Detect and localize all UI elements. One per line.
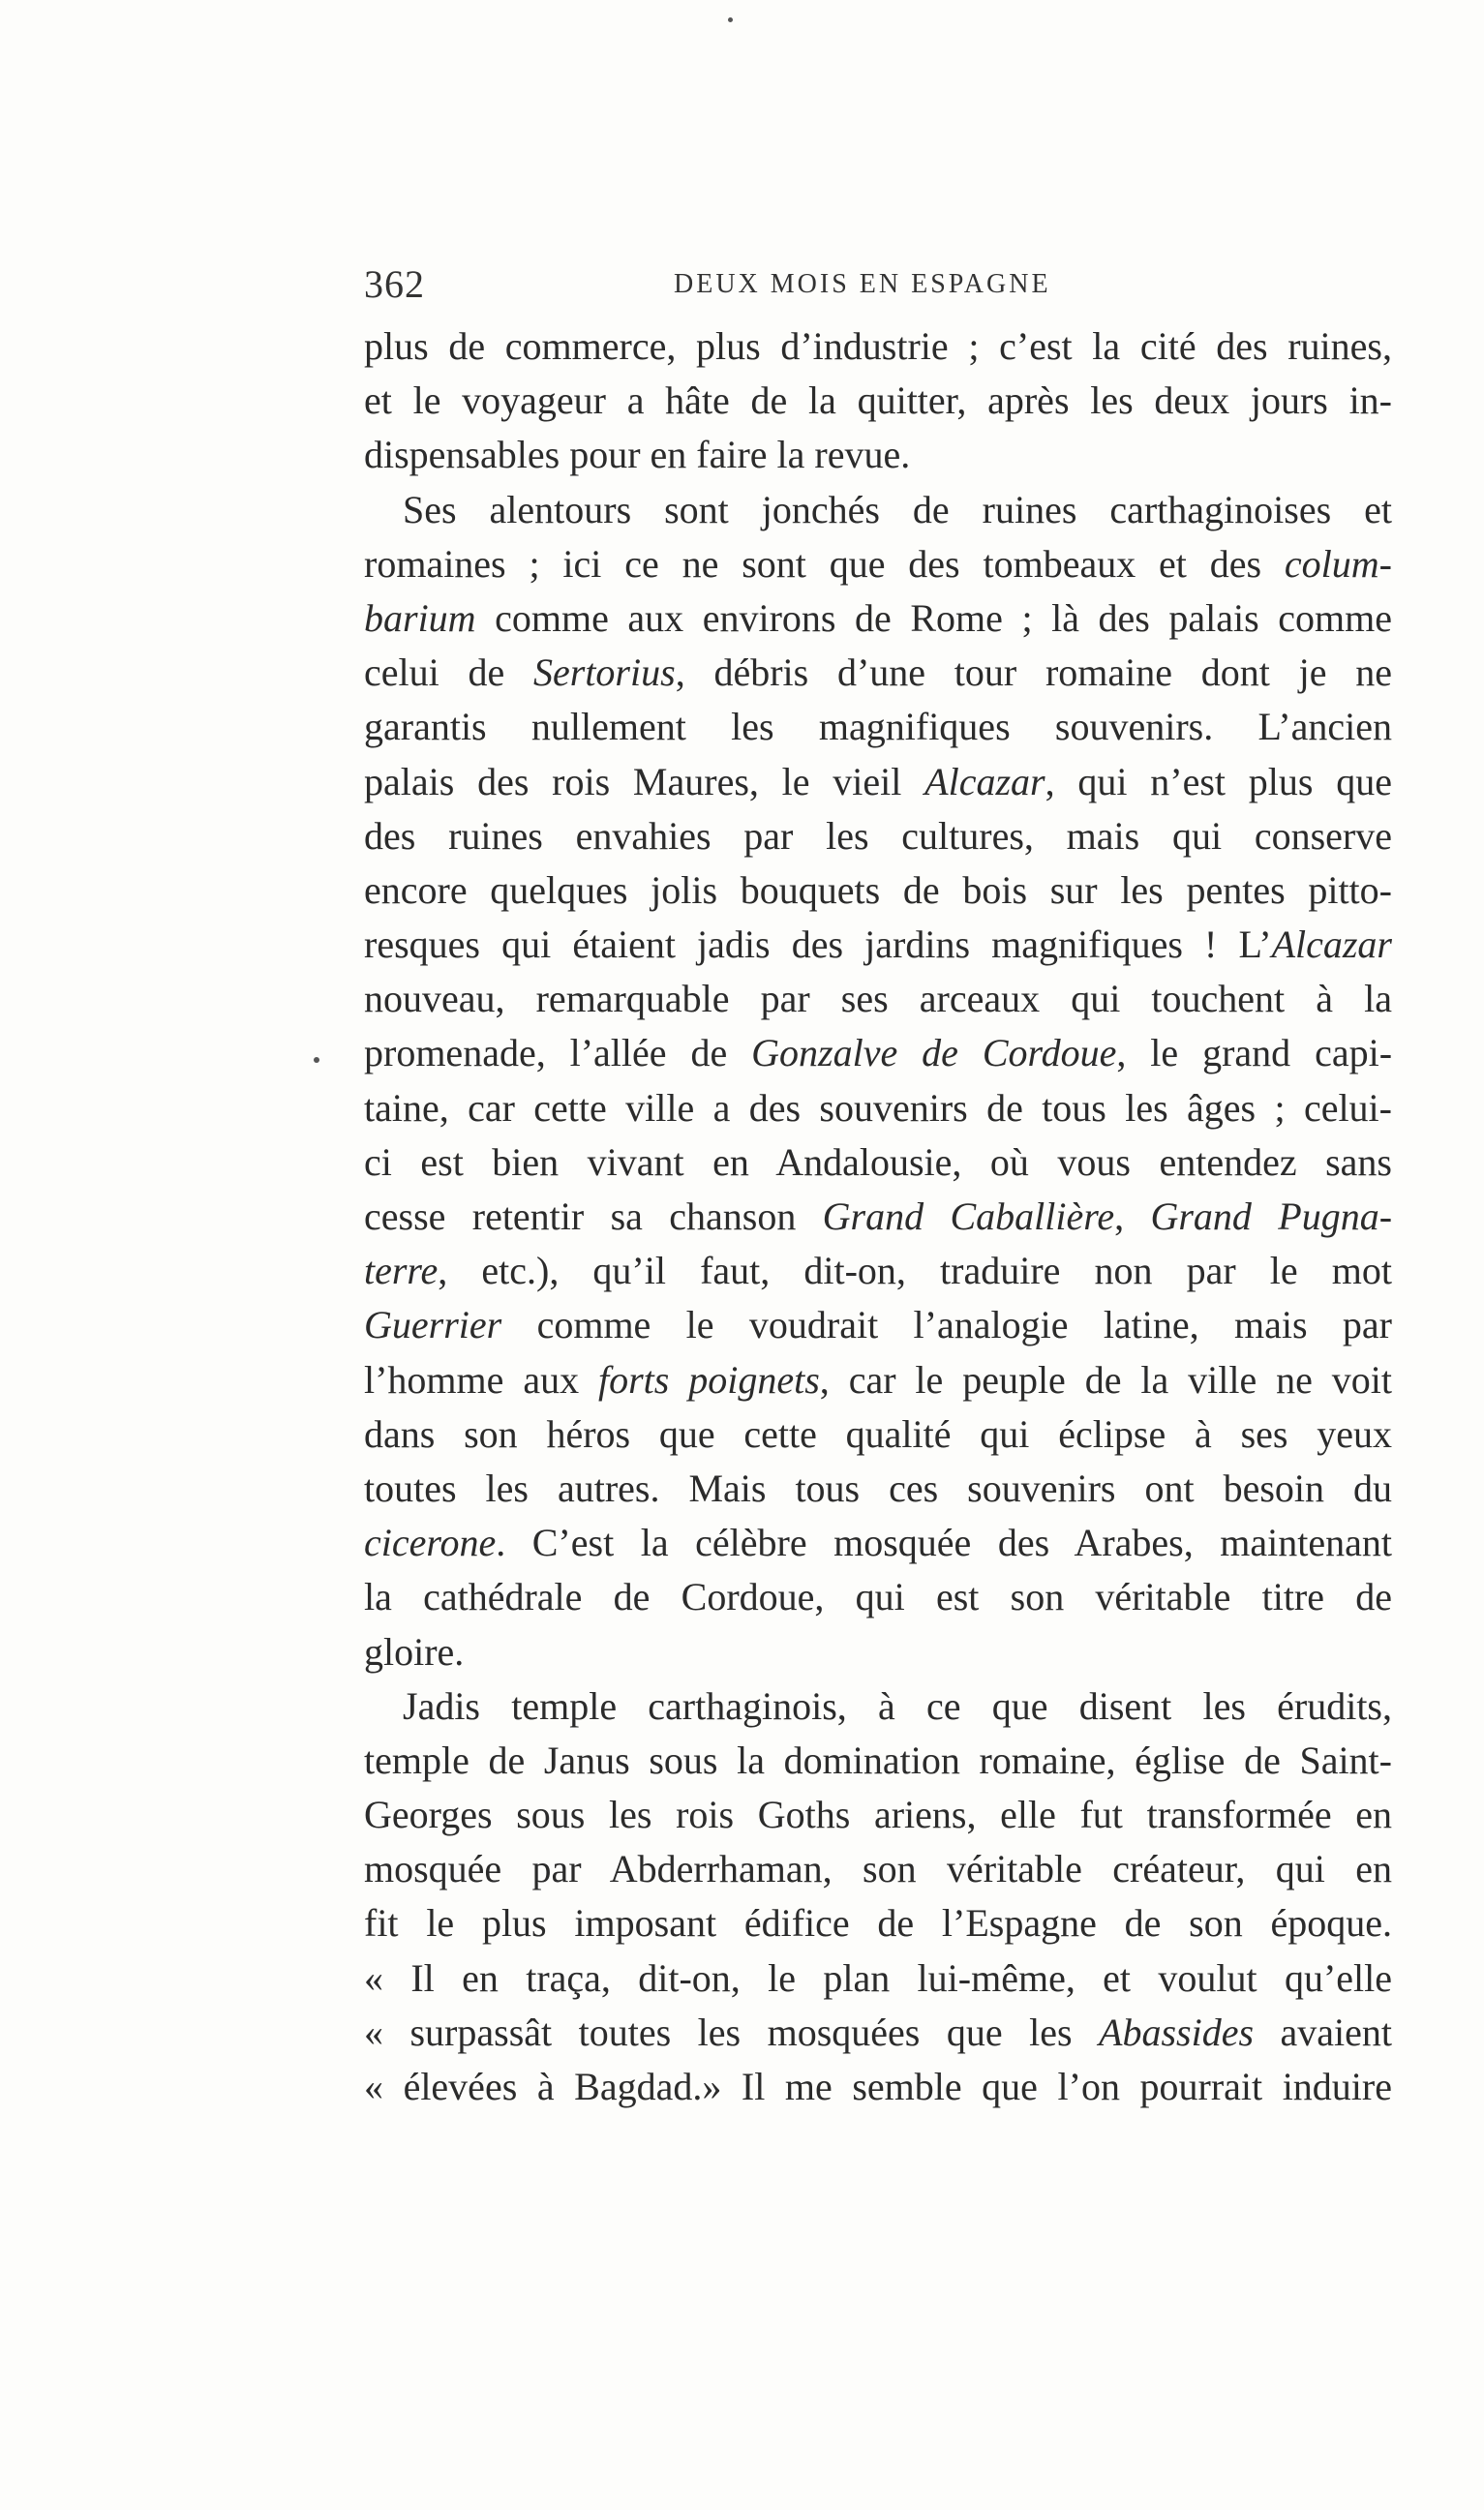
text-line	[364, 1353, 1392, 1407]
text-line	[364, 809, 1392, 863]
page-number: 362	[364, 262, 425, 306]
text-line	[364, 428, 1392, 482]
text-segment: Jadis temple carthaginois, à ce que disent les érudits,	[403, 1683, 1392, 1728]
text-segment: cesse retentir sa chanson	[364, 1195, 823, 1238]
text-segment: dispensables pour en faire la revue.	[364, 433, 911, 477]
text-line	[364, 483, 1392, 537]
text-segment: ,	[1114, 1195, 1151, 1238]
italic-text: Sertorius	[533, 650, 676, 695]
text-segment: , etc.), qu’il faut, dit-on, traduire non par le mot	[438, 1249, 1392, 1293]
text-line	[364, 1734, 1392, 1788]
text-line	[364, 1788, 1392, 1842]
text-segment: mosquée par Abderrhaman, son véritable créateur, qui en	[364, 1847, 1392, 1891]
text-segment: plus de commerce, plus d’industrie ; c’est la cité des ruines,	[364, 324, 1392, 368]
text-line	[364, 1244, 1392, 1298]
text-segment: nouveau, remarquable par ses arceaux qui touchent à la	[364, 977, 1392, 1021]
text-line	[364, 863, 1392, 918]
running-title: DEUX MOIS EN ESPAGNE	[674, 269, 1051, 299]
text-line	[364, 1625, 1392, 1679]
text-line	[364, 1842, 1392, 1896]
italic-text: Alcazar	[1271, 922, 1392, 967]
text-segment: Georges sous les rois Goths ariens, elle fut transformée en	[364, 1793, 1392, 1837]
text-line	[364, 1407, 1392, 1462]
text-line	[364, 1081, 1392, 1135]
text-segment: des ruines envahies par les cultures, mais qui conserve	[364, 813, 1392, 858]
text-line	[364, 1570, 1392, 1624]
text-segment: . C’est la célèbre mosquée des Arabes, maintenant	[496, 1521, 1392, 1565]
text-line	[364, 319, 1392, 374]
italic-text: terre	[364, 1249, 439, 1293]
text-segment: , le grand capi-	[1116, 1031, 1393, 1075]
text-line	[364, 755, 1392, 809]
text-line	[364, 1190, 1392, 1244]
text-line	[364, 700, 1392, 754]
text-segment: fit le plus imposant édifice de l’Espagne de son époque.	[364, 1901, 1392, 1946]
text-segment: l’homme aux	[364, 1357, 598, 1402]
ink-speck	[728, 17, 733, 22]
text-segment: encore quelques jolis bouquets de bois sur les pentes pitto-	[364, 867, 1392, 912]
text-line	[364, 374, 1392, 428]
italic-text: Gonzalve de Cordoue	[751, 1031, 1117, 1075]
text-segment: garantis nullement les magnifiques souvenirs. L’ancien	[364, 705, 1392, 749]
text-segment: dans son héros que cette qualité qui éclipse à ses yeux	[364, 1411, 1392, 1456]
text-segment: « Il en traça, dit-on, le plan lui-même, et voulut qu’elle	[364, 1955, 1392, 2000]
text-segment: « surpassât toutes les mosquées que les	[364, 2010, 1100, 2054]
text-segment: toutes les autres. Mais tous ces souvenirs ont besoin du	[364, 1466, 1392, 1510]
italic-text: Abassides	[1099, 2010, 1255, 2054]
text-line	[364, 1679, 1392, 1734]
text-segment: , débris d’une tour romaine dont je ne	[675, 650, 1392, 695]
text-segment: , qui n’est plus que	[1045, 759, 1392, 803]
running-header	[364, 261, 1390, 310]
text-line	[364, 1516, 1392, 1570]
text-line	[364, 1026, 1392, 1080]
text-segment: avaient	[1254, 2010, 1392, 2054]
text-segment: romaines ; ici ce ne sont que des tombeaux et des	[364, 541, 1285, 586]
text-segment: comme aux environs de Rome ; là des palais comme	[475, 595, 1392, 640]
italic-text: Alcazar	[924, 759, 1045, 803]
text-segment: taine, car cette ville a des souvenirs de tous les âges ; celui-	[364, 1085, 1392, 1130]
text-segment: la cathédrale de Cordoue, qui est son véritable titre de	[364, 1575, 1392, 1619]
text-line	[364, 1896, 1392, 1951]
text-segment: resques qui étaient jadis des jardins magnifiques ! L’	[364, 922, 1272, 967]
text-line	[364, 2006, 1392, 2060]
text-segment: « élevées à Bagdad.» Il me semble que l’on pourrait induire	[364, 2065, 1392, 2108]
text-line	[364, 1298, 1392, 1352]
text-line	[364, 972, 1392, 1026]
italic-text: barium	[364, 595, 476, 640]
italic-text: Grand Pugna-	[1150, 1195, 1393, 1238]
text-segment: promenade, l’allée de	[364, 1031, 752, 1075]
text-line	[364, 646, 1392, 700]
body-text	[364, 319, 1392, 2114]
text-line	[364, 2060, 1392, 2114]
italic-text: colum-	[1284, 541, 1392, 586]
text-segment: et le voyageur a hâte de la quitter, après les deux jours in-	[364, 378, 1392, 423]
text-line	[364, 1951, 1392, 2006]
text-segment: ci est bien vivant en Andalousie, où vous entendez sans	[364, 1139, 1392, 1184]
text-segment: Ses alentours sont jonchés de ruines carthaginoises et	[403, 487, 1392, 531]
text-line	[364, 1462, 1392, 1516]
text-segment: palais des rois Maures, le vieil	[364, 759, 925, 803]
text-segment: , car le peuple de la ville ne voit	[819, 1357, 1393, 1402]
italic-text: cicerone	[364, 1521, 497, 1565]
text-segment: comme le voudrait l’analogie latine, mais par	[501, 1303, 1392, 1347]
italic-text: forts poignets	[597, 1357, 820, 1402]
ink-speck	[314, 1057, 319, 1063]
text-segment: temple de Janus sous la domination romaine, église de Saint-	[364, 1738, 1392, 1782]
text-line	[364, 918, 1392, 972]
text-line	[364, 537, 1392, 591]
italic-text: Guerrier	[364, 1303, 502, 1347]
text-line	[364, 1135, 1392, 1190]
text-line	[364, 591, 1392, 646]
italic-text: Grand Caballière	[822, 1195, 1115, 1238]
text-segment: celui de	[364, 650, 533, 695]
text-segment: gloire.	[364, 1629, 465, 1674]
